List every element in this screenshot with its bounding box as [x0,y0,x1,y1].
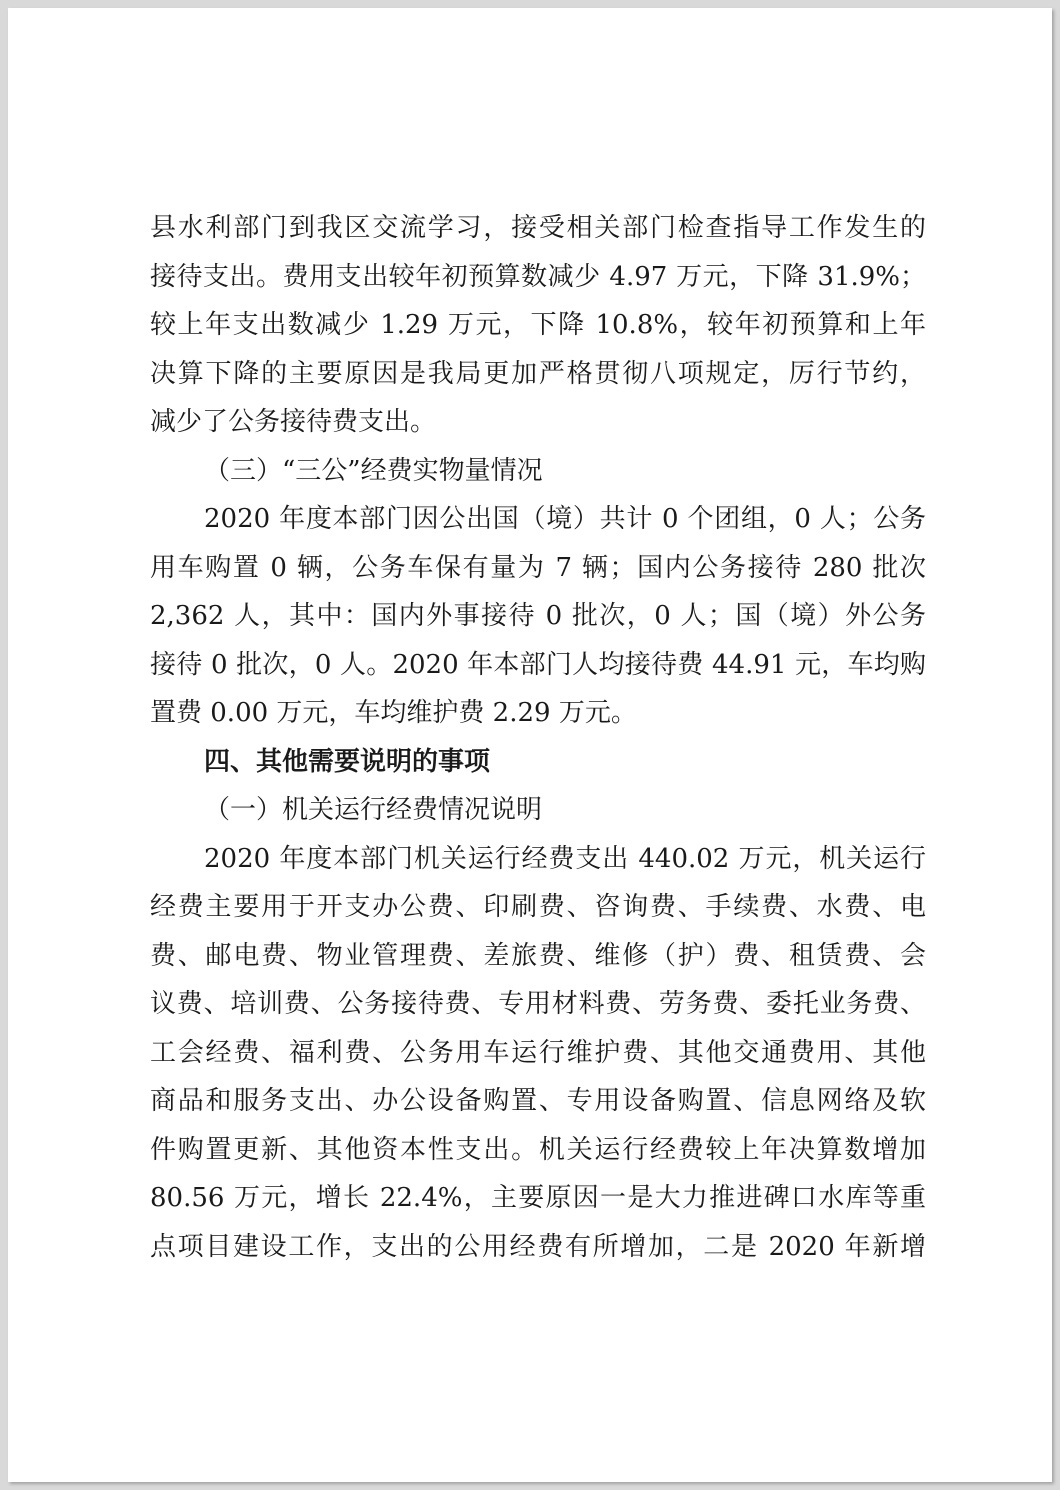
paragraph-line: 经费主要用于开支办公费、印刷费、咨询费、手续费、水费、电 [150,892,926,922]
paragraph-line: 80.56 万元，增长 22.4%，主要原因一是大力推进碑口水库等重 [150,1183,926,1213]
paragraph-line: 用车购置 0 辆，公务车保有量为 7 辆；国内公务接待 280 批次 [150,552,926,583]
paragraph-line: 工会经费、福利费、公务用车运行维护费、其他交通费用、其他 [150,1037,926,1068]
paragraph-line: 决算下降的主要原因是我局更加严格贯彻八项规定，厉行节约， [150,358,926,389]
paragraph-line: 县水利部门到我区交流学习，接受相关部门检查指导工作发生的 [150,213,926,243]
document-page [8,8,1052,1482]
paragraph-line: 点项目建设工作，支出的公用经费有所增加，二是 2020 年新增 [150,1231,926,1262]
paragraph-line: 2020 年度本部门机关运行经费支出 440.02 万元，机关运行 [204,843,926,874]
paragraph-line: 议费、培训费、公务接待费、专用材料费、劳务费、委托业务费、 [150,989,926,1019]
document-body [150,204,926,1271]
paragraph-line: 费、邮电费、物业管理费、差旅费、维修（护）费、租赁费、会 [150,940,926,971]
paragraph-line: 减少了公务接待费支出。 [150,407,437,437]
paragraph-line: 2020 年度本部门因公出国（境）共计 0 个团组，0 人；公务 [204,504,926,534]
paragraph-line: 商品和服务支出、办公设备购置、专用设备购置、信息网络及软 [150,1086,926,1116]
paragraph-line: 接待支出。费用支出较年初预算数减少 4.97 万元，下降 31.9%； [150,261,926,292]
paragraph-line: 件购置更新、其他资本性支出。机关运行经费较上年决算数增加 [150,1134,926,1165]
section-subheading: （一）机关运行经费情况说明 [204,795,543,825]
paragraph-line: 较上年支出数减少 1.29 万元，下降 10.8%，较年初预算和上年 [150,310,926,340]
paragraph-line: 2,362 人，其中：国内外事接待 0 批次，0 人；国（境）外公务 [150,601,926,631]
paragraph-line: 接待 0 批次，0 人。2020 年本部门人均接待费 44.91 元，车均购 [150,649,926,680]
section-subheading: （三）“三公”经费实物量情况 [204,455,543,486]
paragraph-line: 置费 0.00 万元，车均维护费 2.29 万元。 [150,698,637,728]
section-heading: 四、其他需要说明的事项 [204,746,491,777]
